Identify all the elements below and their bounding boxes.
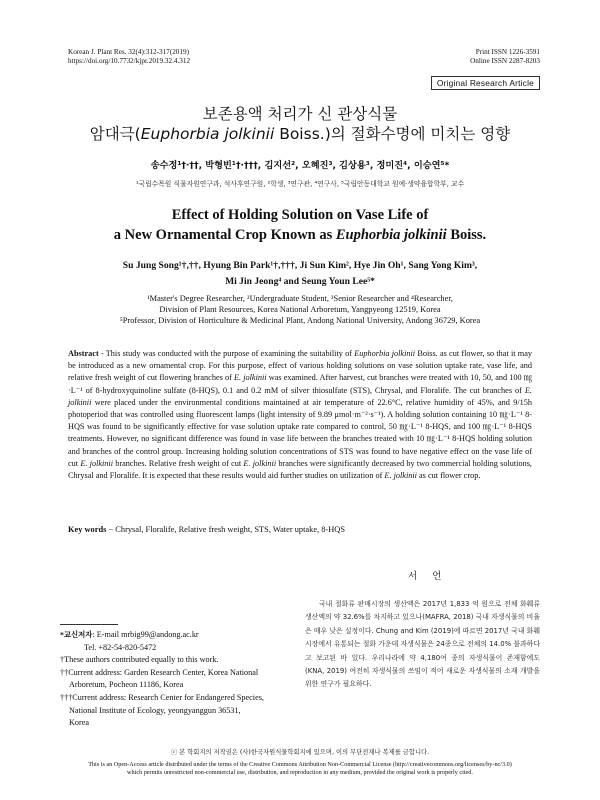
species-name: Euphorbia jolkinii (335, 227, 447, 243)
korean-title (0, 104, 600, 144)
footnote-equal-contribution: †These authors contributed equally to this work. (60, 655, 219, 665)
keywords-label: Key words (68, 525, 107, 534)
korean-title-line2: 암대극(Euphorbia jolkinii Boiss.)의 절화수명에 미치는 영향 (89, 125, 511, 143)
footnote-divider (60, 624, 118, 625)
footnote-address-2: †††Current address: Research Center for Endangered Species, (60, 692, 264, 702)
license-notice: This is an Open-Access article distributed under the terms of the Creative Commons Attribution Non-Commercial License (http://creativecommons.org/licenses/by-nc/3.0) which permits unrestricted non-commercial use, distribution, and reproduction in any medium, provided the original work is properly cited. (88, 761, 512, 776)
english-authors: Su Jung Song¹†,††, Hyung Bin Park¹†,†††, Ji Sun Kim², Hye Jin Oh¹, Sang Yong Kim³, Mi Jin Jeong⁴ and Seung Youn Lee⁵* (122, 260, 478, 287)
journal-citation (68, 48, 190, 66)
article-type-badge: Original Research Article (431, 76, 540, 90)
issn-block (470, 48, 540, 66)
english-title-line1: Effect of Holding Solution on Vase Life of (171, 207, 429, 223)
korean-authors: 송수정¹†·††, 박형빈¹†·†††, 김지선², 오혜진³, 김상용³, 정미진⁴, 이승연⁵* (150, 160, 450, 171)
english-title-line2: a New Ornamental Crop Known as Euphorbia jolkinii Boiss. (113, 227, 487, 243)
abstract-label: Abstract (68, 349, 99, 358)
footnote-address-1: ††Current address: Garden Research Center, Korea National (60, 667, 259, 677)
english-affiliations: ¹Master's Degree Researcher, ²Undergraduate Student, ³Senior Researcher and ⁴Researcher, Division of Plant Resources, Korea National Arboretum, Yangpyeong 12519, Korea ⁵Professor, Division of Horticulture & Medicinal Plant, Andong National University, Andong 36729, Korea (119, 294, 481, 325)
print-issn: Print ISSN 1226-3591 (475, 48, 540, 56)
abstract: Abstract - This study was conducted with the purpose of examining the suitability of Euphorbia jolkinii Boiss. as cut flower, so that it may be introduced as a new ornamental crop. For this purpose, effect of various holding solutions on vase solution uptake rate, vase life, and relative fresh weight of cut flowering branches of E. jolkinii was examined. After harvest, cut branches were treated with 10, 50, and 100 ㎎·L⁻¹ of 8-hydroxyquinoline sulfate (8-HQS), 0.1 and 0.2 mM of silver thiosulfate (STS), Chrysal, and Floralife. The cut branches of E. jolkinii were placed under the environmental conditions maintained at air temperature of 22.6°C, relative humidity of 45%, and 9/15h photoperiod that was controlled using fluorescent lamps (light intensity of 9.89 μmol·m⁻²·s⁻¹). A holding solution containing 10 ㎎·L⁻¹ 8-HQS was found to be significantly effective for vase solution uptake rate compared to control, 50 ㎎·L⁻¹ 8-HQS, and 100 ㎎·L⁻¹ 8-HQS treatments. However, no significant difference was found in vase life between the branches treated with 10 ㎎·L⁻¹ 8-HQS holding solution and branches of the control group. Increasing holding solution concentrations of STS was found to have negative effect on the vase life of cut E. jolkinii branches. Relative fresh weight of cut E. jolkinii branches were significantly decreased by two commercial holding solutions, Chrysal and Floralife. It is expected that these results would aid further studies on utilization of E. jolkinii as cut flower crop. (68, 349, 532, 481)
korean-title-line1: 보존용액 처리가 신 관상식물 (202, 105, 398, 123)
species-name: Euphorbia jolkinii (140, 125, 275, 143)
footnotes: *교신저자: E-mail mrbig99@andong.ac.kr Tel. +82-54-820-5472 †These authors contributed equally to this work. ††Current address: Garden Research Center, Korea National Arboretum, Pocheon 11186, Korea †††Current address: Research Center for Endangered Species, National Institute of Ecology, yeongyanggun 36531, Korea (60, 629, 300, 730)
copyright-notice: ⓒ 본 학회지의 저작권은 (사)한국자원식물학회지에 있으며, 이의 무단전재나 복제를 금합니다. (170, 749, 430, 756)
journal-name: Korean J. Plant Res. 32(4):312-317(2019) (68, 48, 189, 56)
section-title-introduction: 서 언 (408, 571, 448, 582)
corresponding-author: *교신저자: E-mail mrbig99@andong.ac.kr (60, 630, 199, 639)
corresponding-tel: Tel. +82-54-820-5472 (84, 642, 157, 652)
online-issn: Online ISSN 2287-8203 (470, 57, 540, 65)
introduction-body: 국내 절화류 판매시장의 생산액은 2017년 1,833 억 원으로 전체 화훼류 생산액의 약 32.6%를 차지하고 있으나(MAFRA, 2018) 국내 자생식물의 비율은 매우 낮은 실정이다. Chung and Kim (2019)에 따르면 2017년 국내 화훼시장에서 유통되는 절화 가운데 자생식물은 24종으로 전체의 14.0% 불과하다고 보고된 바 있다. 우리나라에 약 4,180여 종의 자생식물이 존재함에도 (KNA, 2019) 여전히 자생식물의 쓰임이 적어 새로운 자생식물의 소재 개발을 위한 연구가 필요하다. (305, 600, 540, 689)
english-title (0, 205, 600, 245)
doi-link[interactable]: https://doi.org/10.7732/kjpr.2019.32.4.312 (68, 57, 191, 65)
korean-affiliations: ¹국립수목원 식물자원연구과, 석사후연구원, ²학생, ³연구관, ⁴연구사, ⁵국립안동대학교 원예·생약융합학부, 교수 (135, 180, 465, 188)
keywords: Key words − Chrysal, Floralife, Relative fresh weight, STS, Water uptake, 8-HQS (68, 525, 345, 534)
